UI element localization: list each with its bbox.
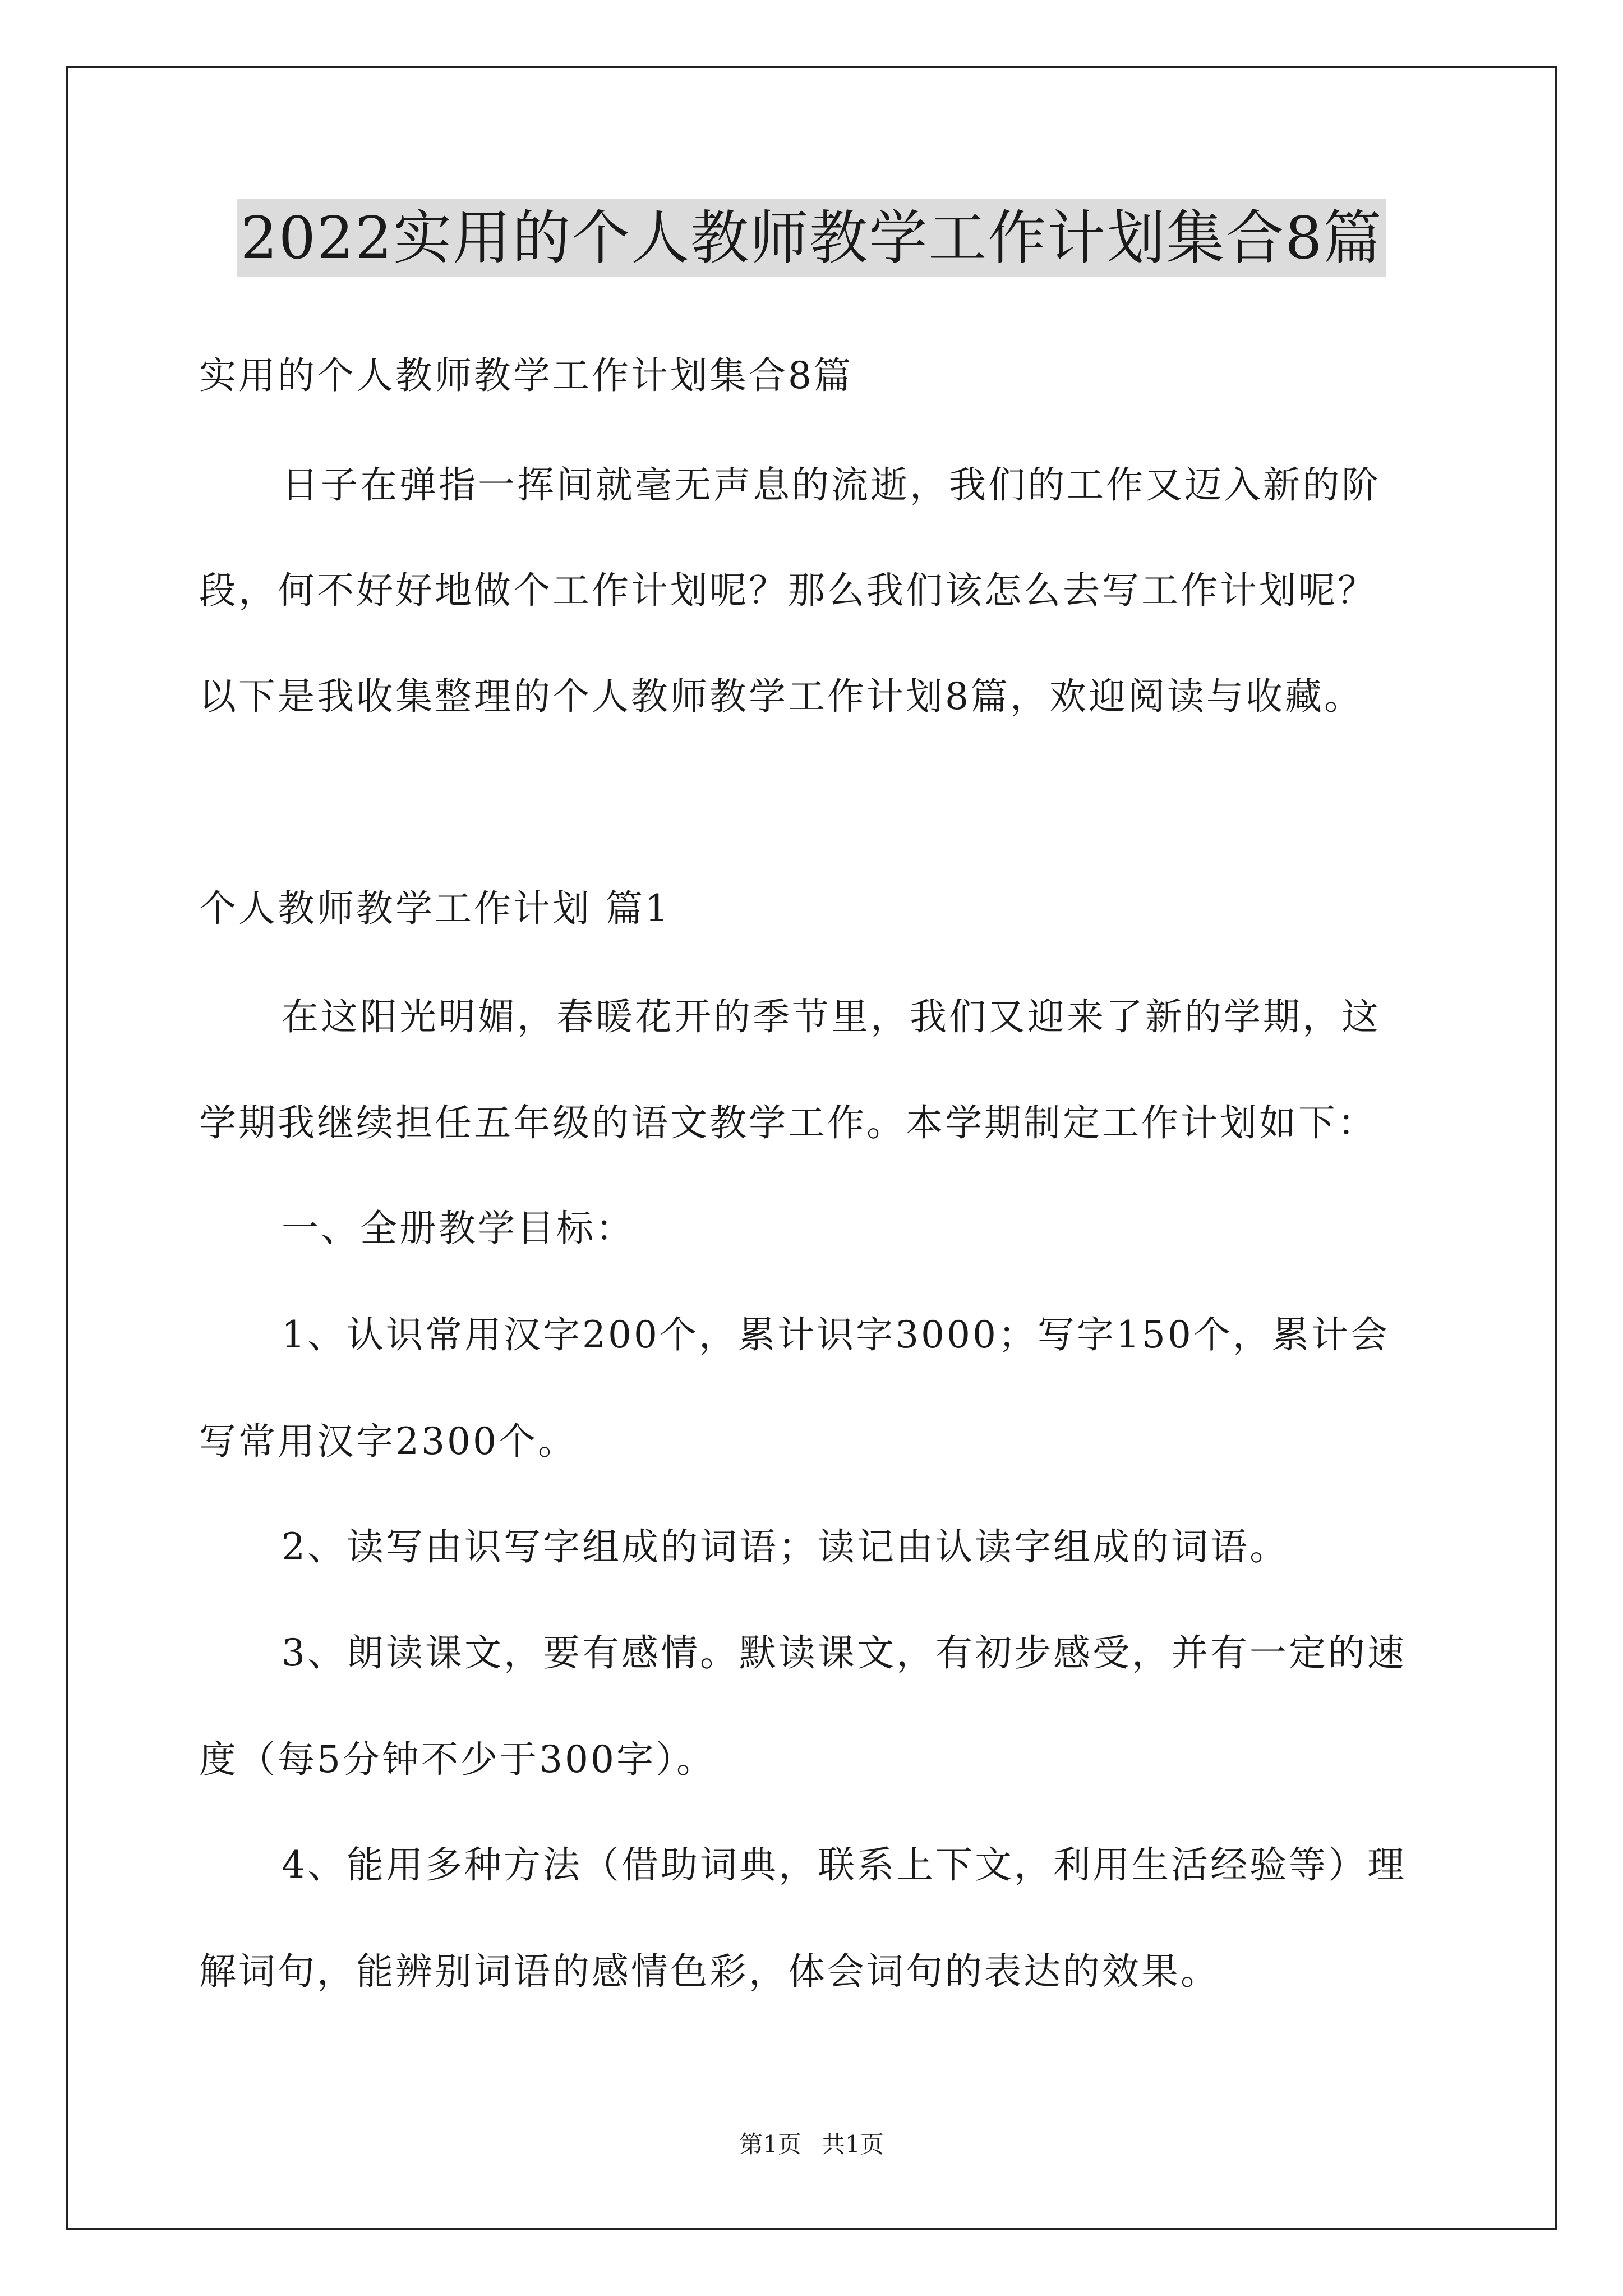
body-line-2: 学期我继续担任五年级的语文教学工作。本学期制定工作计划如下： bbox=[199, 1101, 1377, 1144]
page-number: 第1页 bbox=[739, 2131, 801, 2158]
body-line-9: 4、能用多种方法（借助词典，联系上下文，利用生活经验等）理 bbox=[282, 1843, 1407, 1887]
title-block bbox=[0, 199, 1623, 277]
intro-line-3: 以下是我收集整理的个人教师教学工作计划8篇，欢迎阅读与收藏。 bbox=[199, 675, 1363, 718]
body-line-1: 在这阳光明媚，春暖花开的季节里，我们又迎来了新的学期，这 bbox=[282, 995, 1381, 1038]
body-line-6: 2、读写由识写字组成的词语；读记由认读字组成的词语。 bbox=[282, 1525, 1289, 1568]
section-heading: 个人教师教学工作计划 篇1 bbox=[199, 887, 671, 930]
body-line-7: 3、朗读课文，要有感情。默读课文，有初步感受，并有一定的速 bbox=[282, 1631, 1407, 1674]
intro-line-1: 日子在弹指一挥间就毫无声息的流逝，我们的工作又迈入新的阶 bbox=[282, 463, 1381, 507]
page-footer bbox=[0, 2129, 1623, 2160]
document-title: 2022实用的个人教师教学工作计划集合8篇 bbox=[237, 199, 1386, 277]
body-line-4: 1、认识常用汉字200个，累计识字3000；写字150个，累计会 bbox=[282, 1313, 1390, 1356]
body-line-5: 写常用汉字2300个。 bbox=[199, 1420, 577, 1463]
intro-line-2: 段，何不好好地做个工作计划呢？那么我们该怎么去写工作计划呢？ bbox=[199, 569, 1377, 612]
document-subtitle: 实用的个人教师教学工作计划集合8篇 bbox=[199, 354, 853, 397]
body-line-10: 解词句，能辨别词语的感情色彩，体会词句的表达的效果。 bbox=[199, 1950, 1220, 1993]
page-total: 共1页 bbox=[822, 2131, 884, 2158]
body-line-3: 一、全册教学目标： bbox=[282, 1207, 635, 1250]
body-line-8: 度（每5分钟不少于300字）。 bbox=[199, 1738, 716, 1781]
